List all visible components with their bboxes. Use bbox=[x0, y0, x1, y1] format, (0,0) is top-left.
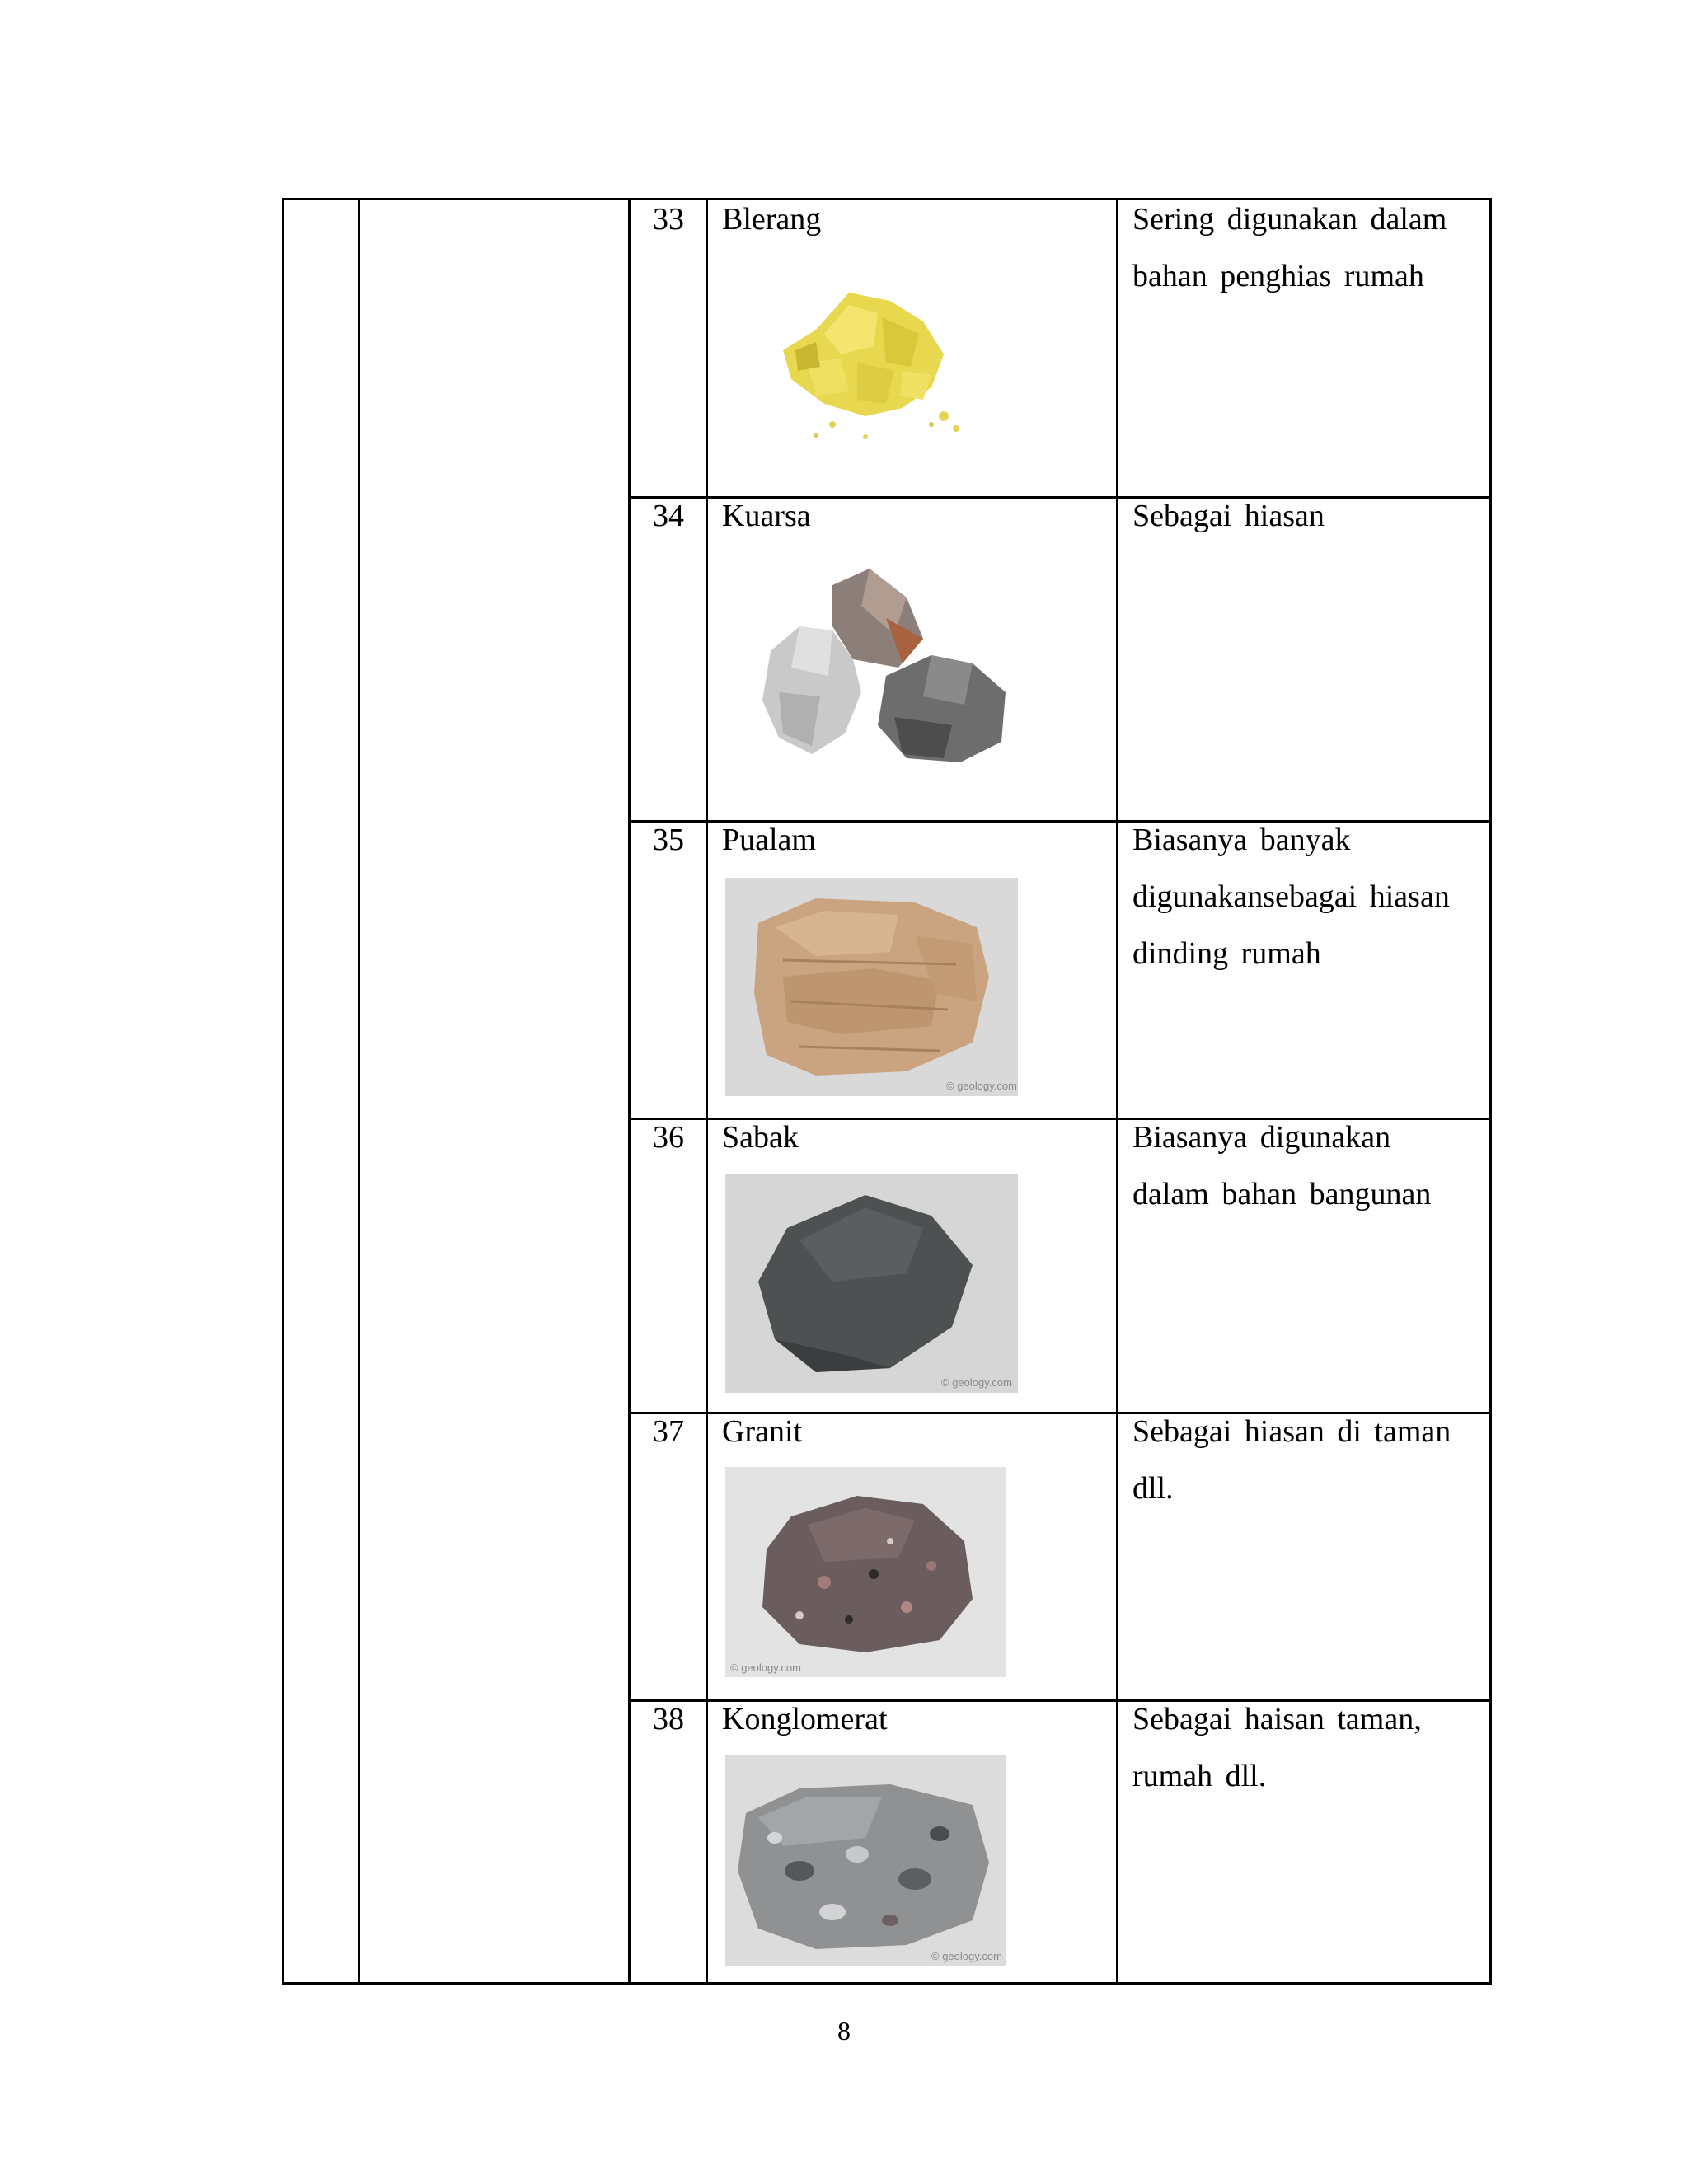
mineral-name: Granit bbox=[722, 1414, 803, 1449]
granite-stone-image bbox=[725, 1467, 1006, 1677]
geology-watermark: © geology.com bbox=[941, 1376, 1012, 1389]
row-number: 38 bbox=[653, 1702, 684, 1736]
table-border-right bbox=[1489, 198, 1492, 1985]
page-number: 8 bbox=[837, 2016, 851, 2046]
usage-description: Sebagai haisan taman, rumah dll. bbox=[1132, 1702, 1422, 1793]
usage-description: Sebagai hiasan bbox=[1132, 499, 1325, 533]
geology-watermark: © geology.com bbox=[730, 1661, 801, 1674]
row-number: 35 bbox=[653, 823, 684, 857]
conglomerate-stone-image bbox=[725, 1755, 1006, 1966]
row-number: 33 bbox=[653, 202, 684, 237]
mineral-name: Pualam bbox=[722, 823, 816, 857]
marble-stone-image bbox=[725, 878, 1018, 1096]
geology-watermark: © geology.com bbox=[946, 1080, 1017, 1092]
usage-description: Sebagai hiasan di taman dll. bbox=[1132, 1414, 1451, 1506]
mineral-name: Kuarsa bbox=[722, 499, 811, 533]
column-divider bbox=[358, 198, 360, 1985]
geology-watermark: © geology.com bbox=[931, 1950, 1002, 1962]
quartz-stones-image bbox=[754, 560, 1051, 808]
mineral-name: Konglomerat bbox=[722, 1702, 888, 1736]
slate-stone-image bbox=[725, 1174, 1018, 1393]
usage-description: Sering digunakan dalam bahan penghias rumah bbox=[1132, 202, 1447, 293]
table-border-bottom bbox=[282, 1982, 1492, 1985]
row-number: 34 bbox=[653, 499, 684, 533]
usage-description: Biasanya digunakan dalam bahan bangunan bbox=[1132, 1120, 1432, 1212]
sulfur-crystals-image bbox=[725, 255, 989, 470]
row-number: 36 bbox=[653, 1120, 684, 1155]
table-border-left bbox=[282, 198, 284, 1985]
mineral-name: Sabak bbox=[722, 1120, 799, 1155]
usage-description: Biasanya banyak digunakansebagai hiasan dinding rumah bbox=[1132, 823, 1450, 971]
row-number: 37 bbox=[653, 1414, 684, 1449]
column-divider bbox=[1116, 198, 1118, 1985]
mineral-name: Blerang bbox=[722, 202, 822, 237]
